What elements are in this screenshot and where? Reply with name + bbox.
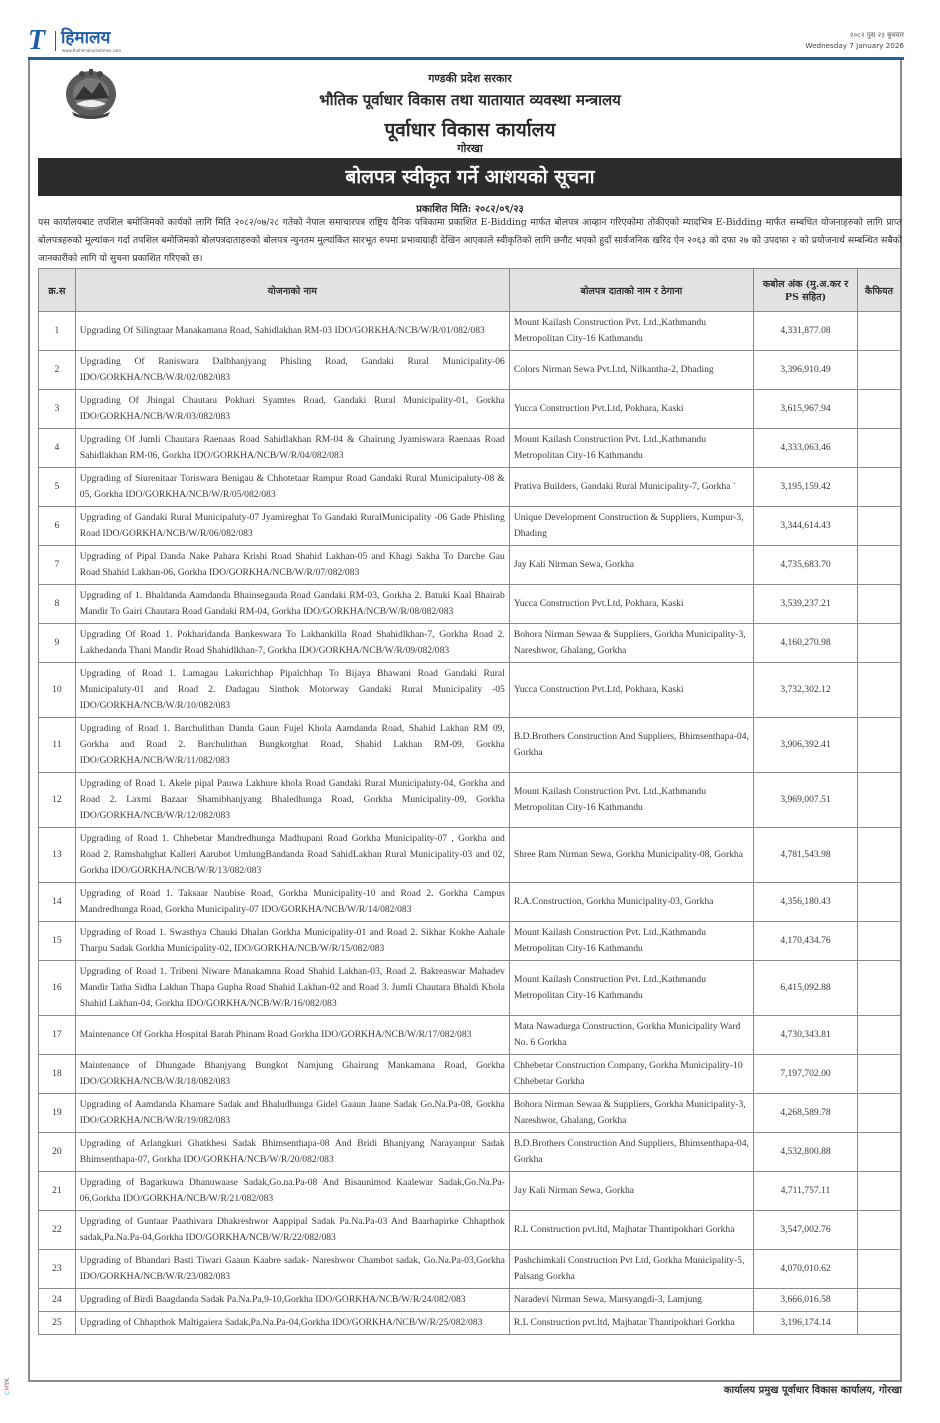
- row-remarks: [858, 1016, 901, 1055]
- row-project: Upgrading of Road 1. Lamagau Lakurichhap Pipalchhap To Bijaya Bhawani Road Gandaki Rural Municipaluty-01 and Road 2. Dadagau Sinthok Motorway Gandaki Rural Municipality -05 IDO/GORKHA/NCB/W/R/10/082/083: [75, 663, 509, 718]
- row-project: Upgrading Of Jhingal Chautara Pokhari Syamtes Road, Gandaki Rural Municipality-01, Gorkha IDO/GORKHA/NCB/W/R/03/082/083: [75, 390, 509, 429]
- row-bidder: Bohora Nirman Sewaa & Suppliers, Gorkha Municipality-3, Nareshwor, Ghalang, Gorkha: [509, 1094, 753, 1133]
- row-amount: 3,196,174.14: [753, 1312, 857, 1335]
- row-project: Upgrading of Arlangkuri Ghatkhesi Sadak Bhimsenthapa-08 And Bridi Bhanjyang Narayanpur Sadak Bhimsenthapa-07, Gorkha IDO/GORKHA/NCB/W/R/20/082/083: [75, 1133, 509, 1172]
- row-sn: 14: [39, 883, 76, 922]
- brand-name: हिमालय: [61, 28, 111, 48]
- row-amount: 3,195,159.42: [753, 468, 857, 507]
- row-bidder: Mount Kailash Construction Pvt. Ltd.,Kathmandu Metropolitan City-16 Kathmandu: [509, 961, 753, 1016]
- row-bidder: R.A.Construction, Gorkha Municipality-03, Gorkha: [509, 883, 753, 922]
- row-bidder: R.L Construction pvt.ltd, Majhatar Thantipokhari Gorkha: [509, 1211, 753, 1250]
- row-remarks: [858, 1055, 901, 1094]
- row-amount: 4,711,757.11: [753, 1172, 857, 1211]
- newspaper-masthead: [28, 25, 904, 58]
- table-row: [39, 1133, 901, 1172]
- row-amount: 3,547,002.76: [753, 1211, 857, 1250]
- row-project: Upgrading of Birdi Baagdanda Sadak Pa.Na.Pa,9-10,Gorkha IDO/GORKHA/NCB/W/R/24/082/083: [75, 1289, 509, 1312]
- row-project: Upgrading Of Road 1. Pokharidanda Bankeswara To Lakhankilla Road Shahidlkhan-7, Gorkha Road 2. Lakhedanda Thani Mandir Road Shahidlkhan-7, Gorkha IDO/GORKHA/NCB/W/R/09/082/083: [75, 624, 509, 663]
- table-row: [39, 507, 901, 546]
- row-sn: 13: [39, 828, 76, 883]
- row-amount: 4,781,543.98: [753, 828, 857, 883]
- row-sn: 5: [39, 468, 76, 507]
- row-bidder: Mata Nawadurga Construction, Gorkha Municipality Ward No. 6 Gorkha: [509, 1016, 753, 1055]
- table-row: [39, 585, 901, 624]
- row-amount: 3,969,007.51: [753, 773, 857, 828]
- row-project: Upgrading of Road 1. Tribeni Niware Manakamna Road Shahid Lakhan-03, Road 2. Bakreaswar Mahadev Mandir Tatha Sidha Lakhan Thapa Gupha Road Shahid Lakhan-02 and Road 3. Jumli Chautara Bhaldi Khola Shahid Lakhan-04, Gorkha IDO/GORKHA/NCB/W/R/16/082/083: [75, 961, 509, 1016]
- table-row: [39, 312, 901, 351]
- row-remarks: [858, 961, 901, 1016]
- table-row: [39, 390, 901, 429]
- row-amount: 4,333,063.46: [753, 429, 857, 468]
- table-row: [39, 1094, 901, 1133]
- row-bidder: B.D.Brothers Construction And Suppliers, Bhimsenthapa-04, Gorkha: [509, 718, 753, 773]
- row-bidder: Colors Nirman Sewa Pvt.Ltd, Nilkantha-2, Dhading: [509, 351, 753, 390]
- table-row: [39, 961, 901, 1016]
- row-bidder: Naradevi Nirman Sewa, Marsyangdi-3, Lamjung: [509, 1289, 753, 1312]
- office-name: पूर्वाधार विकास कार्यालय: [384, 119, 556, 141]
- date-nepali: २०८२ पुस २३ बुधवार: [849, 31, 904, 39]
- row-remarks: [858, 390, 901, 429]
- header-bidder: बोलपत्र दाताको नाम र ठेगाना: [509, 269, 753, 312]
- row-project: Upgrading of Pipal Danda Nake Pahara Krishi Road Shahid Lakhan-05 and Khagi Sakha To Darche Gau Road Shahid Lakhan-06, Gorkha IDO/GORKHA/NCB/W/R/07/082/083: [75, 546, 509, 585]
- row-bidder: Yucca Construction Pvt.Ltd, Pokhara, Kaski: [509, 390, 753, 429]
- row-project: Upgrading of Guntaar Paathivara Dhakreshwor Aappipal Sadak Pa.Na.Pa-03 And Baarhapirke Chhapthok sadak,Pa.Na.Pa-04,Gorkha IDO/GORKHA/NCB/W/R/22/082/083: [75, 1211, 509, 1250]
- row-amount: 3,344,614.43: [753, 507, 857, 546]
- mark-m: M: [4, 1385, 11, 1391]
- row-remarks: [858, 312, 901, 351]
- row-project: Upgrading of Siurenitaar Toriswara Benigau & Chhotetaar Rampur Road Gandaki Rural Municipaluty-08 & 05, Gorkha IDO/GORKHA/NCB/W/R/05/082/083: [75, 468, 509, 507]
- row-project: Upgrading of Bagarkuwa Dhanuwaase Sadak,Go.na.Pa-08 And Bisaunimod Kaalewar Sadak,Go.Na.Pa-06,Gorkha IDO/GORKHA/NCB/W/R/21/082/083: [75, 1172, 509, 1211]
- row-bidder: Prativa Builders, Gandaki Rural Municipality-7, Gorkha `: [509, 468, 753, 507]
- mark-c: C: [4, 1390, 11, 1395]
- table-row: [39, 1289, 901, 1312]
- row-remarks: [858, 1172, 901, 1211]
- table-row: [39, 922, 901, 961]
- table-row: [39, 351, 901, 390]
- notice-title: बोलपत्र स्वीकृत गर्ने आशयको सूचना: [38, 158, 902, 196]
- row-sn: 21: [39, 1172, 76, 1211]
- row-project: Upgrading of Road 1. Swasthya Chauki Dhalan Gorkha Municipality-01 and Road 2. Sikhar Kokhe Aahale Tharpu Sadak Gorkha Municipality-02, IDO/GORKHA/NCB/W/R/15/082/083: [75, 922, 509, 961]
- row-remarks: [858, 1312, 901, 1335]
- table-body: [39, 312, 901, 1335]
- row-remarks: [858, 468, 901, 507]
- row-sn: 10: [39, 663, 76, 718]
- row-amount: 4,160,270.98: [753, 624, 857, 663]
- row-remarks: [858, 1094, 901, 1133]
- published-date: प्रकाशित मिति: २०८२/०९/२३: [416, 204, 524, 215]
- row-project: Upgrading of Aamdanda Khamare Sadak and Bhaludhunga Gidel Gaaun Jaane Sadak Go.Na.Pa-08, Gorkha IDO/GORKHA/NCB/W/R/19/082/083: [75, 1094, 509, 1133]
- row-remarks: [858, 1250, 901, 1289]
- row-amount: 3,396,910.49: [753, 351, 857, 390]
- row-remarks: [858, 429, 901, 468]
- table-row: [39, 773, 901, 828]
- row-sn: 7: [39, 546, 76, 585]
- row-project: Maintenance of Dhungade Bhanjyang Bungkot Namjung Ghairung Mankamana Road, Gorkha IDO/GORKHA/NCB/W/R/18/082/083: [75, 1055, 509, 1094]
- row-sn: 19: [39, 1094, 76, 1133]
- row-amount: 4,268,589.78: [753, 1094, 857, 1133]
- row-sn: 8: [39, 585, 76, 624]
- row-bidder: Shree Ram Nirman Sewa, Gorkha Municipality-08, Gorkha: [509, 828, 753, 883]
- row-bidder: Jay Kali Nirman Sewa, Gorkha: [509, 546, 753, 585]
- row-project: Upgrading of Chhapthok Maltigaiera Sadak,Pa.Na.Pa-04,Gorkha IDO/GORKHA/NCB/W/R/25/082/083: [75, 1312, 509, 1335]
- row-remarks: [858, 507, 901, 546]
- row-bidder: Unique Development Construction & Suppliers, Kumpur-3, Dhading: [509, 507, 753, 546]
- row-project: Upgrading of Road 1. Chhebetar Mandredhunga Madhupani Road Gorkha Municipality-07 , Gorkha and Road 2. Ramshahghat Kalleri Aarubot UmlungBandanda Road SahidLakhan Rural Municipality-03 and 02, Gorkha IDO/GORKHA/NCB/W/R/13/082/083: [75, 828, 509, 883]
- print-registration-mark: [4, 1378, 11, 1395]
- row-remarks: [858, 1289, 901, 1312]
- row-remarks: [858, 663, 901, 718]
- row-bidder: Yucca Construction Pvt.Ltd, Pokhara, Kaski: [509, 585, 753, 624]
- logo-letter: T: [28, 25, 46, 56]
- row-remarks: [858, 624, 901, 663]
- bid-table: [38, 268, 901, 1335]
- table-row: [39, 1172, 901, 1211]
- row-bidder: Yucca Construction Pvt.Ltd, Pokhara, Kaski: [509, 663, 753, 718]
- himalayan-logo-icon: [28, 25, 50, 56]
- row-project: Upgrading of Road 1. Akele pipal Pauwa Lakhure khola Road Gandaki Rural Municipaluty-04, Gorkha and Road 2. Laxmi Bazaar Shamibhanjyang Bhaledhunga Road, Gorkha Municipality-09, Gorkha IDO/GORKHA/NCB/W/R/12/082/083: [75, 773, 509, 828]
- notice-body: यस कार्यालयबाट तपशिल बमोजिमको कार्यको लागि मिति २०८२/०७/२८ गतेको नेपाल समाचारपत्र राष्ट्रिय दैनिक पत्रिकामा प्रकाशित E-Bidding मार्फत बोलपत्र आव्हान गरिएकोमा तोकीएको म्यादभित्र E-Bidding मार्फत सम्बधित योजनाहरुको लागि प्राप्त बोलपत्रहरुको मूल्यांकन गर्दा तपशिल बमोजिमको बोलपत्रदाताहरुको बोलपत्र न्युनतम मुल्यांकित सारभूत रुपमा प्रभावाग्राही देखिन आएकाले स्वीकृतिको लागि छनौट भएको हुदाँ सार्वजनिक खरिद ऐन २०६३ को दफा २७ को उपदफा २ को प्रयोजनार्थ सम्बन्धित सबैको जानकारीको लागि यो सुचना प्रकाशित गरिएको छ।: [38, 217, 902, 264]
- brand-url: www.thehimalayantimes.com: [62, 48, 122, 53]
- row-bidder: Chhebetar Construction Company, Gorkha Municipality-10 Chhebetar Gorkha: [509, 1055, 753, 1094]
- row-amount: 6,415,092.88: [753, 961, 857, 1016]
- row-amount: 4,735,683.70: [753, 546, 857, 585]
- row-project: Upgrading of 1. Bhaldanda Aamdanda Bhainsegauda Road Gandaki RM-03, Gorkha 2. Batuki Kaal Bhairab Mandir To Gairi Chautara Road Gandaki RM-04, Gorkha IDO/GORKHA/NCB/W/R/08/082/083: [75, 585, 509, 624]
- row-sn: 23: [39, 1250, 76, 1289]
- header-amount: कबोल अंक (मु.अ.कर र PS सहित): [753, 269, 857, 312]
- row-project: Upgrading Of Raniswara Dalbhanjyang Phisling Road, Gandaki Rural Municipality-06 IDO/GORKHA/NCB/W/R/02/082/083: [75, 351, 509, 390]
- row-amount: 4,070,010.62: [753, 1250, 857, 1289]
- row-sn: 2: [39, 351, 76, 390]
- row-amount: 4,532,800.88: [753, 1133, 857, 1172]
- row-sn: 16: [39, 961, 76, 1016]
- header-sn: क्र.स: [39, 269, 76, 312]
- row-amount: 3,615,967.94: [753, 390, 857, 429]
- table-row: [39, 1211, 901, 1250]
- table-row: [39, 1312, 901, 1335]
- row-amount: 7,197,702.00: [753, 1055, 857, 1094]
- row-project: Upgrading Of Silingtaar Manakamana Road, Sahidlakhan RM-03 IDO/GORKHA/NCB/W/R/01/082/083: [75, 312, 509, 351]
- row-sn: 22: [39, 1211, 76, 1250]
- row-bidder: Mount Kailash Construction Pvt. Ltd.,Kathmandu Metropolitan City-16 Kathmandu: [509, 312, 753, 351]
- row-amount: 3,732,302.12: [753, 663, 857, 718]
- table-row: [39, 546, 901, 585]
- table-row: [39, 1055, 901, 1094]
- row-bidder: Mount Kailash Construction Pvt. Ltd.,Kathmandu Metropolitan City-16 Kathmandu: [509, 429, 753, 468]
- row-project: Upgrading of Bhandari Basti Tiwari Gaaun Kaabre sadak- Nareshwor Chambot sadak, Go.Na.Pa-03,Gorkha IDO/GORKHA/NCB/W/R/23/082/083: [75, 1250, 509, 1289]
- row-sn: 6: [39, 507, 76, 546]
- table-row: [39, 828, 901, 883]
- header-remarks: कैफियत: [858, 269, 901, 312]
- table-header-row: [39, 269, 901, 312]
- table-row: [39, 663, 901, 718]
- mark-k: K: [4, 1378, 11, 1382]
- row-sn: 17: [39, 1016, 76, 1055]
- row-bidder: Pashchimkali Construction Pvt Ltd, Gorkha Municipality-5, Palsang Gorkha: [509, 1250, 753, 1289]
- row-amount: 4,356,180.43: [753, 883, 857, 922]
- row-bidder: B.D.Brothers Construction And Suppliers, Bhimsenthapa-04, Gorkha: [509, 1133, 753, 1172]
- date-english: Wednesday 7 January 2026: [805, 41, 904, 50]
- logo-divider: [55, 31, 56, 51]
- row-bidder: Mount Kailash Construction Pvt. Ltd.,Kathmandu Metropolitan City-16 Kathmandu: [509, 773, 753, 828]
- row-project: Upgrading of Road 1. Taksaar Naubise Road, Gorkha Municipality-10 and Road 2. Gorkha Campus Mandredhunga Road, Gorkha Municipality-07 IDO/GORKHA/NCB/W/R/14/082/083: [75, 883, 509, 922]
- row-remarks: [858, 1133, 901, 1172]
- table-row: [39, 429, 901, 468]
- row-sn: 24: [39, 1289, 76, 1312]
- row-sn: 15: [39, 922, 76, 961]
- government-name: गण्डकी प्रदेश सरकार: [428, 72, 512, 85]
- row-sn: 1: [39, 312, 76, 351]
- row-sn: 25: [39, 1312, 76, 1335]
- table-row: [39, 718, 901, 773]
- table-row: [39, 1016, 901, 1055]
- table-row: [39, 1250, 901, 1289]
- row-remarks: [858, 773, 901, 828]
- row-sn: 20: [39, 1133, 76, 1172]
- row-project: Upgrading of Gandaki Rural Municipaluty-07 Jyamireghat To Gandaki RuralMunicipality -06 Gade Phisling Road IDO/GORKHA/NCB/W/R/06/082/083: [75, 507, 509, 546]
- row-remarks: [858, 1211, 901, 1250]
- row-remarks: [858, 718, 901, 773]
- table-row: [39, 468, 901, 507]
- row-remarks: [858, 546, 901, 585]
- row-project: Maintenance Of Gorkha Hospital Barah Phinam Road Gorkha IDO/GORKHA/NCB/W/R/17/082/083: [75, 1016, 509, 1055]
- row-remarks: [858, 922, 901, 961]
- table-row: [39, 624, 901, 663]
- row-sn: 11: [39, 718, 76, 773]
- row-project: Upgrading Of Jumli Chautara Raenaas Road Sahidlakhan RM-04 & Ghairung Jyamiswara Raenaas Road Sahidlakhan RM-06, Gorkha IDO/GORKHA/NCB/W/R/04/082/083: [75, 429, 509, 468]
- row-amount: 3,906,392.41: [753, 718, 857, 773]
- row-bidder: Bohora Nirman Sewaa & Suppliers, Gorkha Municipality-3, Nareshwor, Ghalang, Gorkha: [509, 624, 753, 663]
- mark-y: Y: [4, 1381, 11, 1386]
- row-remarks: [858, 585, 901, 624]
- row-project: Upgrading of Road 1. Barchulithan Danda Gaun Fujel Khola Aamdanda Road, Shahid Lakhan RM 09, Gorkha and Road 2. Barchulithan Bungkotghat Road, Shahid Lakhan RM-09, Gorkha IDO/GORKHA/NCB/W/R/11/082/083: [75, 718, 509, 773]
- row-bidder: R.L Construction pvt.ltd, Majhatar Thantipokhari Gorkha: [509, 1312, 753, 1335]
- signoff: कार्यालय प्रमुख पूर्वाधार विकास कार्यालय, गोरखा: [723, 1385, 902, 1396]
- row-amount: 3,539,237.21: [753, 585, 857, 624]
- table-row: [39, 883, 901, 922]
- row-bidder: Jay Kali Nirman Sewa, Gorkha: [509, 1172, 753, 1211]
- row-remarks: [858, 828, 901, 883]
- row-sn: 4: [39, 429, 76, 468]
- row-sn: 18: [39, 1055, 76, 1094]
- ministry-name: भौतिक पूर्वाधार विकास तथा यातायात व्यवस्था मन्त्रालय: [319, 91, 621, 109]
- row-remarks: [858, 883, 901, 922]
- row-amount: 4,730,343.81: [753, 1016, 857, 1055]
- row-remarks: [858, 351, 901, 390]
- row-sn: 3: [39, 390, 76, 429]
- office-location: गोरखा: [457, 142, 483, 155]
- row-sn: 12: [39, 773, 76, 828]
- row-amount: 4,331,877.08: [753, 312, 857, 351]
- row-amount: 4,170,434.76: [753, 922, 857, 961]
- row-bidder: Mount Kailash Construction Pvt. Ltd.,Kathmandu Metropolitan City-16 Kathmandu: [509, 922, 753, 961]
- row-amount: 3,666,016.58: [753, 1289, 857, 1312]
- header-project: योजनाको नाम: [75, 269, 509, 312]
- row-sn: 9: [39, 624, 76, 663]
